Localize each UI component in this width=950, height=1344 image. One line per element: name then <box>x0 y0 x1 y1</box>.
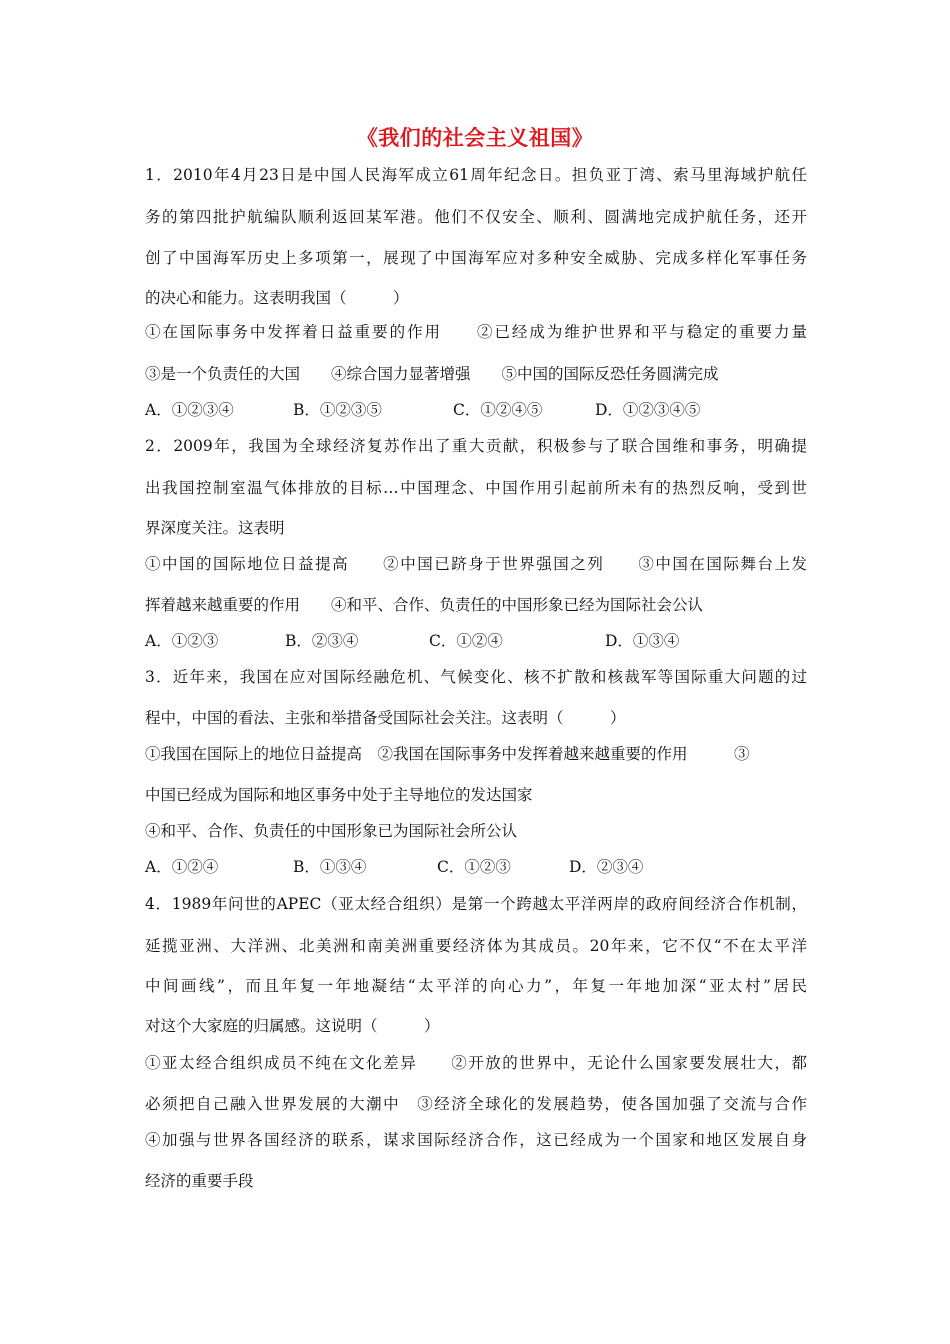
q3-line-1: 3．近年来，我国在应对国际经融危机、气候变化、核不扩散和核裁军等国际重大问题的过 <box>145 668 807 686</box>
q4-line-3: 中间画线”，而且年复一年地凝结“太平洋的向心力”，年复一年地加深“亚太村”居民 <box>145 977 807 995</box>
q2-line-3: 界深度关注。这表明 <box>145 519 285 537</box>
q2-options <box>145 631 745 651</box>
q2-option-b[interactable]: B．②③④ <box>285 632 359 650</box>
q3-statement-3: ④和平、合作、负责任的中国形象已为国际社会所公认 <box>145 822 518 840</box>
q2-line-1: 2．2009年，我国为全球经济复苏作出了重大贡献，积极参与了联合国维和事务，明确提 <box>145 437 807 455</box>
q2-option-a[interactable]: A．①②③ <box>145 632 219 650</box>
q1-line-4: 的决心和能力。这表明我国（ ） <box>145 289 409 307</box>
q4-statement-1: ①亚太经合组织成员不纯在文化差异 ②开放的世界中，无论什么国家要发展壮大，都 <box>145 1054 807 1072</box>
q3-options <box>145 857 709 877</box>
q3-option-d[interactable]: D．②③④ <box>569 858 644 876</box>
q1-option-c[interactable]: C．①②④⑤ <box>453 401 543 419</box>
q4-line-4: 对这个大家庭的归属感。这说明（ ） <box>145 1017 440 1035</box>
q3-line-2: 程中，中国的看法、主张和举措备受国际社会关注。这表明（ ） <box>145 709 626 727</box>
q1-line-2: 务的第四批护航编队顺利返回某军港。他们不仅安全、顺利、圆满地完成护航任务，还开 <box>145 208 807 226</box>
q1-line-1: 1．2010年4月23日是中国人民海军成立61周年纪念日。担负亚丁湾、索马里海域护航任 <box>145 166 807 184</box>
q1-options <box>145 400 735 420</box>
q3-option-c[interactable]: C．①②③ <box>437 858 511 876</box>
q1-statement-2: ③是一个负责任的大国 ④综合国力显著增强 ⑤中国的国际反恐任务圆满完成 <box>145 365 719 383</box>
q2-option-d[interactable]: D．①③④ <box>605 632 680 650</box>
page-title: 《我们的社会主义祖国》 <box>356 125 594 150</box>
q1-option-d[interactable]: D．①②③④⑤ <box>595 401 701 419</box>
q3-option-b[interactable]: B．①③④ <box>293 858 367 876</box>
q3-option-a[interactable]: A．①②④ <box>145 858 219 876</box>
q2-statement-1: ①中国的国际地位日益提高 ②中国已跻身于世界强国之列 ③中国在国际舞台上发 <box>145 555 807 573</box>
q3-statement-1: ①我国在国际上的地位日益提高 ②我国在国际事务中发挥着越来越重要的作用 ③ <box>145 745 750 763</box>
q4-statement-4: 经济的重要手段 <box>145 1172 254 1190</box>
q2-statement-2: 挥着越来越重要的作用 ④和平、合作、负责任的中国形象已经为国际社会公认 <box>145 596 704 614</box>
q4-line-2: 延揽亚洲、大洋洲、北美洲和南美洲重要经济体为其成员。20年来，它不仅“不在太平洋 <box>145 937 807 955</box>
q1-line-3: 创了中国海军历史上多项第一，展现了中国海军应对多种安全威胁、完成多样化军事任务 <box>145 249 807 267</box>
q3-statement-2: 中国已经成为国际和地区事务中处于主导地位的发达国家 <box>145 786 533 804</box>
q4-statement-3: ④加强与世界各国经济的联系，谋求国际经济合作，这已经成为一个国家和地区发展自身 <box>145 1131 807 1149</box>
q4-statement-2: 必须把自己融入世界发展的大潮中 ③经济全球化的发展趋势，使各国加强了交流与合作 <box>145 1095 807 1113</box>
q1-option-b[interactable]: B．①②③⑤ <box>293 401 382 419</box>
q4-line-1: 4．1989年问世的APEC（亚太经合组织）是第一个跨越太平洋两岸的政府间经济合作机制， <box>145 895 807 913</box>
q1-statement-1: ①在国际事务中发挥着日益重要的作用 ②已经成为维护世界和平与稳定的重要力量 <box>145 323 807 341</box>
q1-option-a[interactable]: A．①②③④ <box>145 401 234 419</box>
q2-option-c[interactable]: C．①②④ <box>429 632 503 650</box>
q2-line-2: 出我国控制室温气体排放的目标…中国理念、中国作用引起前所未有的热烈反响，受到世 <box>145 479 807 497</box>
